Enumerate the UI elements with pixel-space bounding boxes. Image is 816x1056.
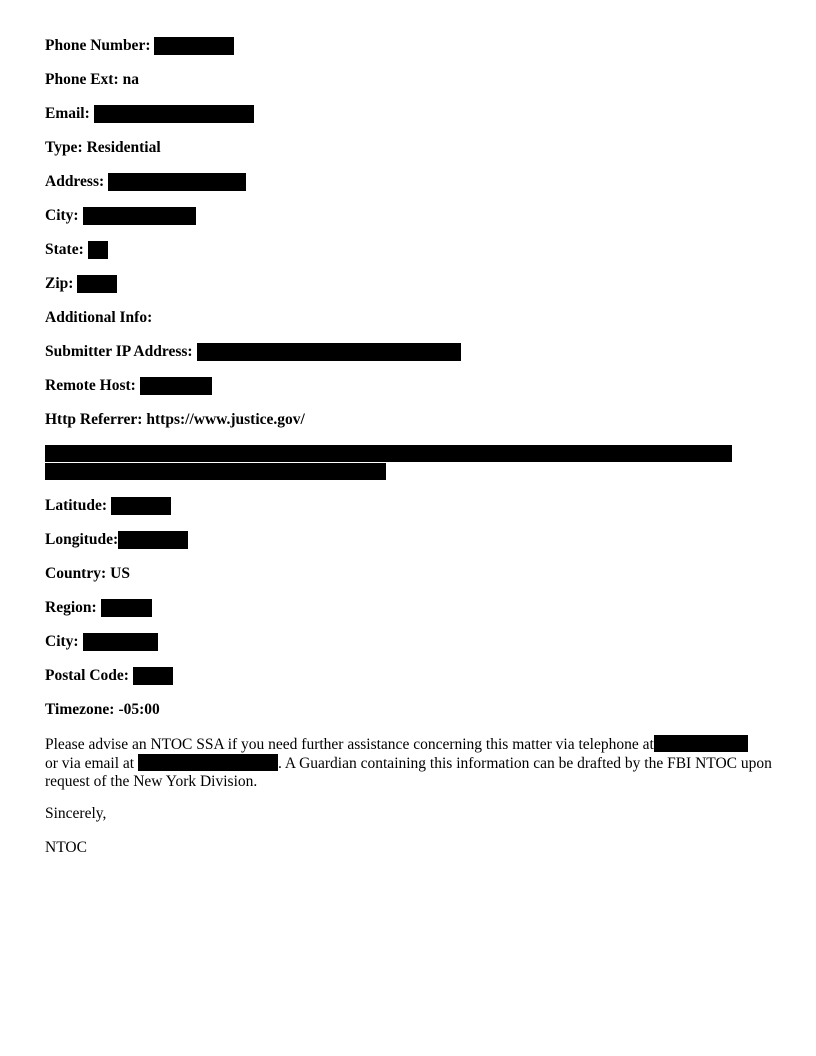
type-label: Type: [45,139,83,156]
phone-number-redaction [154,37,234,55]
additional-info-row [45,309,152,327]
geo-city-label: City: [45,633,79,650]
redacted-block-line-2 [45,463,386,480]
telephone-redaction [654,735,748,752]
state-label: State: [45,241,84,258]
latitude-label: Latitude: [45,497,107,514]
address-redaction [108,173,246,191]
email-label: Email: [45,105,90,122]
region-label: Region: [45,599,97,616]
longitude-label: Longitude: [45,531,119,548]
phone-ext-label: Phone Ext: [45,71,119,88]
remote-host-redaction [140,377,212,395]
geo-city-redaction [83,633,158,651]
http-referrer-value: https://www.justice.gov/ [146,411,305,428]
submitter-ip-label: Submitter IP Address: [45,343,193,360]
country-label: Country: [45,565,107,582]
phone-number-label: Phone Number: [45,37,151,54]
region-row [45,599,152,617]
zip-redaction [77,275,117,293]
submitter-ip-row [45,343,461,361]
country-row [45,565,130,583]
phone-ext-value: na [122,71,139,88]
phone-number-row [45,37,234,55]
timezone-value: -05:00 [118,701,160,718]
salutation: Sincerely, [45,805,107,822]
address-label: Address: [45,173,105,190]
timezone-row [45,701,160,719]
latitude-redaction [111,497,171,515]
additional-info-label: Additional Info: [45,309,153,326]
signature: NTOC [45,839,87,856]
latitude-row [45,497,171,515]
type-row [45,139,161,157]
postal-code-row [45,667,173,685]
http-referrer-label: Http Referrer: [45,411,143,428]
geo-city-row [45,633,158,651]
email-row [45,105,254,123]
state-redaction [88,241,108,259]
city-label: City: [45,207,79,224]
remote-host-label: Remote Host: [45,377,136,394]
phone-ext-row [45,71,139,89]
type-value: Residential [86,139,161,156]
email-redaction [94,105,254,123]
remote-host-row [45,377,212,395]
postal-code-redaction [133,667,173,685]
submitter-ip-redaction [197,343,461,361]
message-part-3: . A Guardian containing this information can be drafted by the FBI NTOC upon request of the New York Division. [45,755,772,790]
postal-code-label: Postal Code: [45,667,129,684]
zip-row [45,275,117,293]
message-part-2: or via email at [45,755,135,772]
longitude-redaction [118,531,188,549]
message-part-1: Please advise an NTOC SSA if you need further assistance concerning this matter via telephone at [45,736,654,753]
city-redaction [83,207,196,225]
longitude-row [45,531,188,549]
country-value: US [110,565,130,582]
state-row [45,241,108,259]
city-row [45,207,196,225]
http-referrer-row [45,411,305,429]
assistance-message [45,735,775,791]
email-address-redaction [138,754,278,771]
timezone-label: Timezone: [45,701,115,718]
zip-label: Zip: [45,275,74,292]
region-redaction [101,599,152,617]
redacted-block-line-1 [45,445,732,462]
address-row [45,173,246,191]
